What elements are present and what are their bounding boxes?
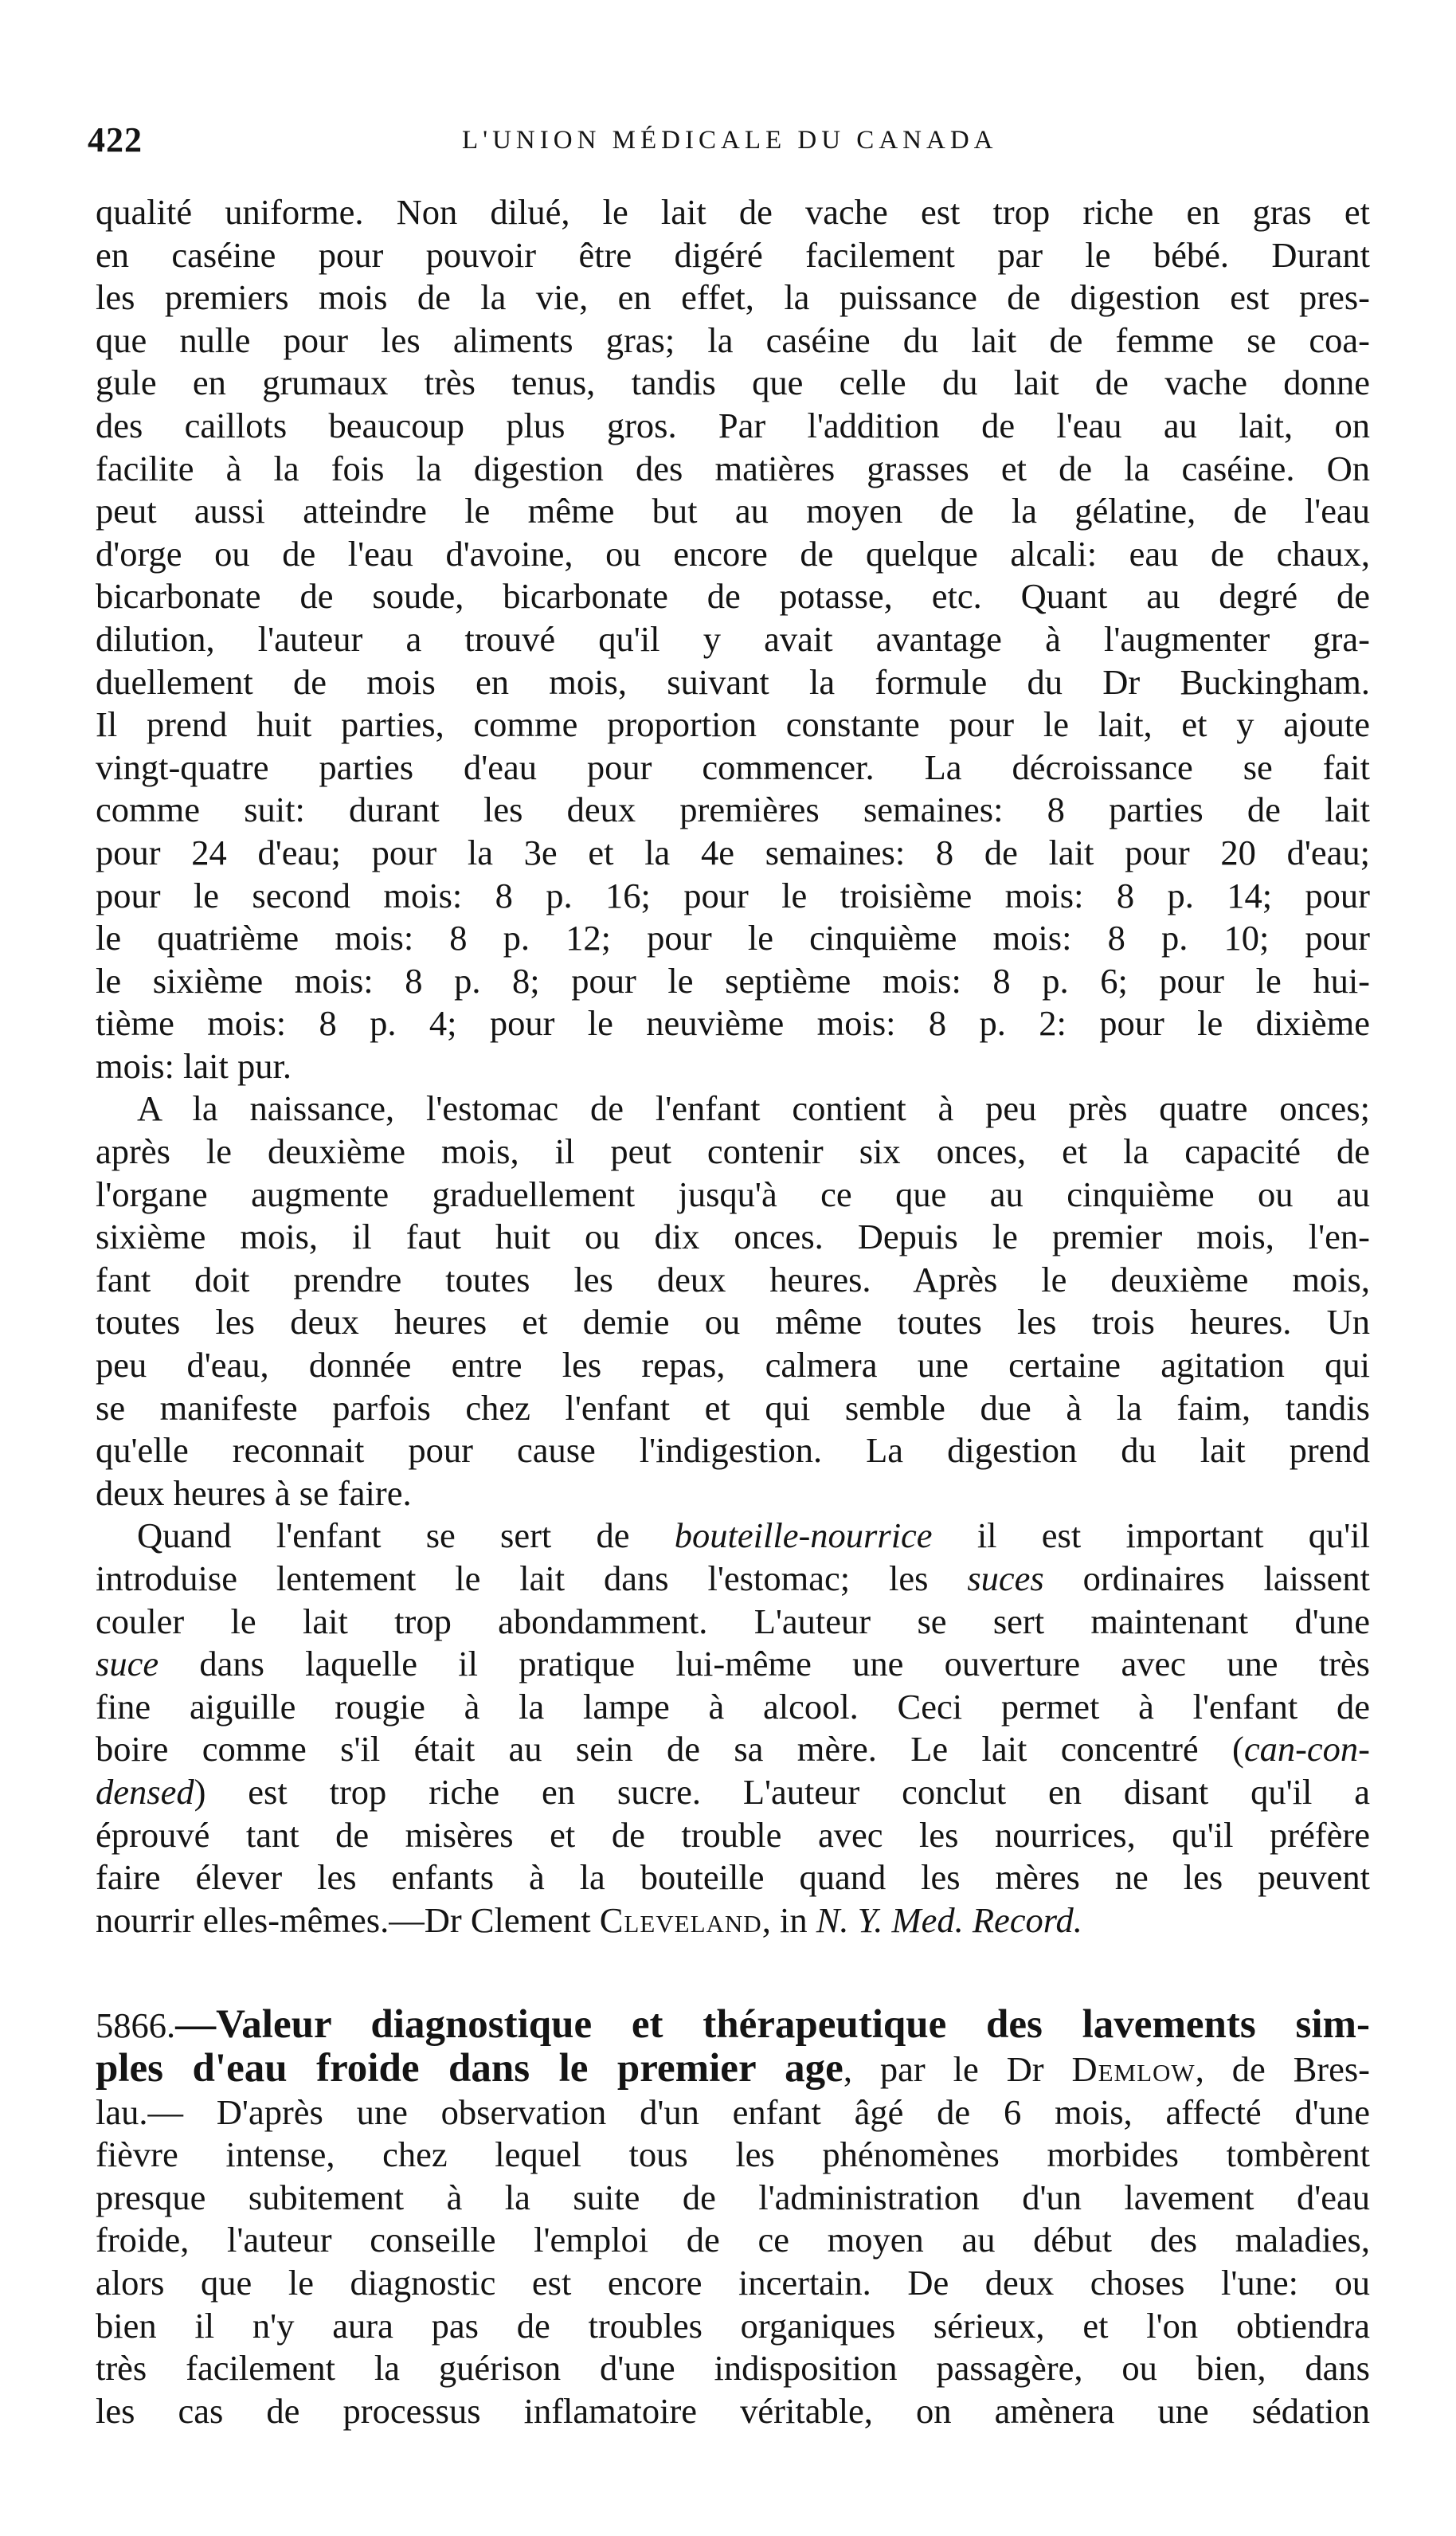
italic-run: bouteille-nourrice [674, 1515, 933, 1556]
text-line [96, 2048, 1370, 2091]
text-line: fièvre intense, chez lequel tous les phénomènes morbides tombèrent [96, 2134, 1370, 2175]
text-line: d'orge ou de l'eau d'avoine, ou encore de quelque alcali: eau de chaux, [96, 533, 1370, 574]
text-line [96, 1899, 1370, 1942]
text-run: nourrir elles-mêmes.—Dr Clement [96, 1899, 600, 1940]
text-line: que nulle pour les aliments gras; la caséine du lait de femme se coa- [96, 319, 1370, 360]
section-gap [96, 1942, 1370, 2004]
author-name: Cleveland [599, 1899, 762, 1940]
text-run: , de Bres- [1195, 2048, 1370, 2089]
text-line: les cas de processus inflamatoire véritable, on amènera une sédation [96, 2390, 1370, 2431]
text-line: pour 24 d'eau; pour la 3e et la 4e semaines: 8 de lait pour 20 d'eau; [96, 832, 1370, 872]
text-run: introduise lentement le lait dans l'estomac; les [96, 1558, 968, 1598]
article-title-cont: ples d'eau froide dans le premier age [96, 2047, 843, 2091]
article-heading-line [96, 2004, 1370, 2048]
text-line [96, 1643, 1370, 1686]
text-line: éprouvé tant de misères et de trouble avec les nourrices, qu'il préfère [96, 1814, 1370, 1855]
journal-title: L'UNION MÉDICALE DU CANADA [462, 126, 998, 155]
text-line: Il prend huit parties, comme proportion constante pour le lait, et y ajoute [96, 704, 1370, 745]
text-line: en caséine pour pouvoir être digéré facilement par le bébé. Durant [96, 234, 1370, 275]
text-line: pour le second mois: 8 p. 16; pour le troisième mois: 8 p. 14; pour [96, 875, 1370, 915]
text-run: ordinaires laissent [1043, 1558, 1370, 1598]
text-line: bicarbonate de soude, bicarbonate de potasse, etc. Quant au degré de [96, 576, 1370, 617]
text-run: dans laquelle il pratique lui-même une ouverture avec une très [159, 1644, 1370, 1684]
article-5866 [96, 2004, 1370, 2432]
text-line [96, 1515, 1370, 1558]
text-run: il est important qu'il [932, 1515, 1370, 1556]
text-line: après le deuxième mois, il peut contenir six onces, et la capacité de [96, 1131, 1370, 1172]
italic-run: suces [967, 1558, 1044, 1598]
text-line: très facilement la guérison d'une indisposition passagère, ou bien, dans [96, 2348, 1370, 2389]
article-title: —Valeur diagnostique et thérapeutique des lavements sim- [175, 2004, 1370, 2048]
text-line: des caillots beaucoup plus gros. Par l'addition de l'eau au lait, on [96, 405, 1370, 445]
text-line: presque subitement à la suite de l'administration d'un lavement d'eau [96, 2177, 1370, 2217]
text-line: dilution, l'auteur a trouvé qu'il y avait avantage à l'augmenter gra- [96, 618, 1370, 659]
text-line: alors que le diagnostic est encore incertain. De deux choses l'une: ou [96, 2262, 1370, 2303]
text-line: A la naissance, l'estomac de l'enfant contient à peu près quatre onces; [137, 1088, 1370, 1129]
text-line: comme suit: durant les deux premières semaines: 8 parties de lait [96, 790, 1370, 830]
text-line [96, 1771, 1370, 1814]
running-head [88, 120, 1362, 167]
italic-run: densed [96, 1771, 194, 1812]
text-run: boire comme s'il était au sein de sa mère. Le lait concentré ( [96, 1729, 1244, 1770]
italic-run: can-con- [1243, 1729, 1370, 1770]
text-line: bien il n'y aura pas de troubles organiques sérieux, et l'on obtiendra [96, 2305, 1370, 2346]
text-line: tième mois: 8 p. 4; pour le neuvième mois: 8 p. 2: pour le dixième [96, 1003, 1370, 1044]
text-line: les premiers mois de la vie, en effet, la puissance de digestion est pres- [96, 277, 1370, 318]
text-line [96, 1728, 1370, 1771]
text-line: toutes les deux heures et demie ou même toutes les trois heures. Un [96, 1302, 1370, 1342]
text-line: gule en grumaux très tenus, tandis que celle du lait de vache donne [96, 363, 1370, 403]
text-line: couler le lait trop abondamment. L'auteur se sert maintenant d'une [96, 1601, 1370, 1641]
text-line: se manifeste parfois chez l'enfant et qui semble due à la faim, tandis [96, 1387, 1370, 1428]
article-number: 5866. [96, 2005, 176, 2046]
text-run: Quand l'enfant se sert de [137, 1515, 675, 1556]
text-run: ) est trop riche en sucre. L'auteur conclut en disant qu'il a [194, 1771, 1370, 1812]
text-line: fant doit prendre toutes les deux heures. Après le deuxième mois, [96, 1259, 1370, 1299]
citation-source: N. Y. Med. Record. [816, 1899, 1082, 1940]
text-line: sixième mois, il faut huit ou dix onces. Depuis le premier mois, l'en- [96, 1217, 1370, 1257]
text-line: deux heures à se faire. [96, 1472, 412, 1513]
text-line: peut aussi atteindre le même but au moyen de la gélatine, de l'eau [96, 491, 1370, 531]
page-number: 422 [88, 120, 143, 159]
body-text [96, 191, 1370, 2432]
italic-run: suce [96, 1644, 159, 1684]
text-line: faire élever les enfants à la bouteille quand les mères ne les peuvent [96, 1857, 1370, 1898]
text-line: vingt-quatre parties d'eau pour commencer. La décroissance se fait [96, 747, 1370, 787]
text-line: duellement de mois en mois, suivant la formule du Dr Buckingham. [96, 661, 1370, 702]
text-line: peu d'eau, donnée entre les repas, calmera une certaine agitation qui [96, 1345, 1370, 1386]
text-line [96, 1558, 1370, 1601]
text-run: , in [761, 1899, 816, 1940]
author-name: Demlow [1071, 2048, 1196, 2089]
text-line: qu'elle reconnait pour cause l'indigestion. La digestion du lait prend [96, 1430, 1370, 1471]
text-line: facilite à la fois la digestion des matières grasses et de la caséine. On [96, 448, 1370, 488]
text-run: , par le Dr [843, 2048, 1072, 2089]
text-line: mois: lait pur. [96, 1045, 292, 1086]
text-line: qualité uniforme. Non dilué, le lait de vache est trop riche en gras et [96, 192, 1370, 232]
paragraph-stomach [96, 1088, 1370, 1515]
text-line: lau.— D'après une observation d'un enfant âgé de 6 mois, affecté d'une [96, 2091, 1370, 2132]
text-line: le sixième mois: 8 p. 8; pour le septième mois: 8 p. 6; pour le hui- [96, 960, 1370, 1001]
text-line: fine aiguille rougie à la lampe à alcool. Ceci permet à l'enfant de [96, 1686, 1370, 1727]
paragraph-dilution [96, 191, 1370, 1088]
text-line: froide, l'auteur conseille l'emploi de ce moyen au début des maladies, [96, 2220, 1370, 2260]
text-line: l'organe augmente graduellement jusqu'à ce que au cinquième ou au [96, 1174, 1370, 1214]
text-line: le quatrième mois: 8 p. 12; pour le cinquième mois: 8 p. 10; pour [96, 918, 1370, 958]
paragraph-bottle [96, 1515, 1370, 1942]
